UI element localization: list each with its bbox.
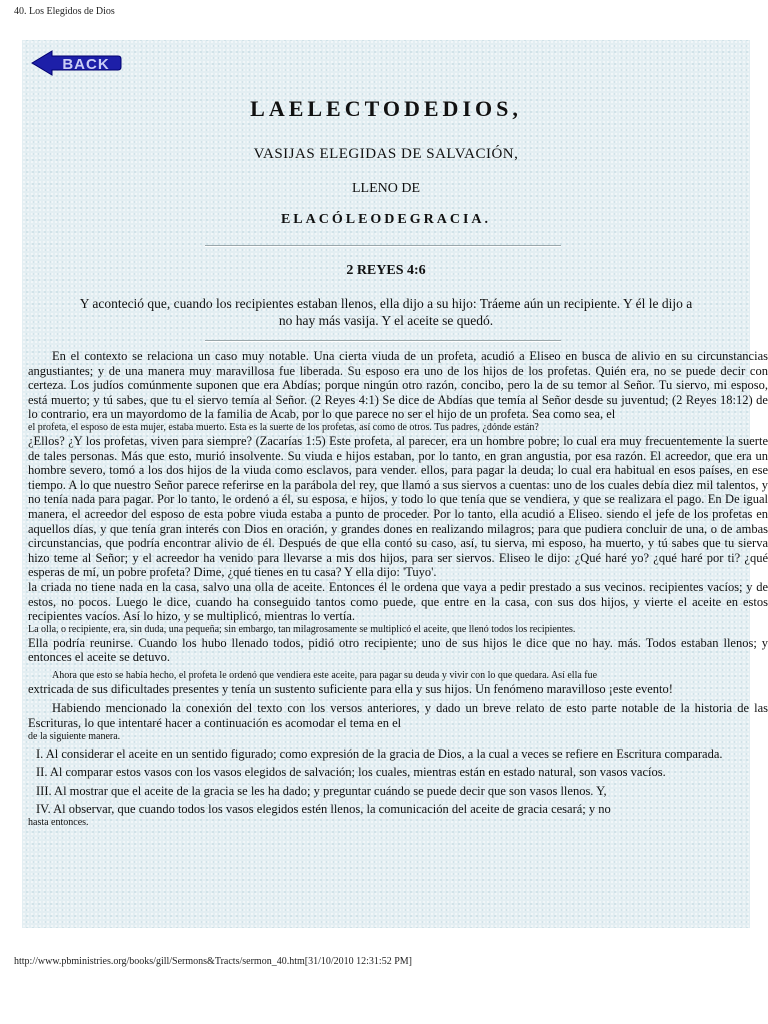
paragraph-outline-intro-end: de la siguiente manera. [28, 730, 121, 742]
scripture-verse [38, 295, 734, 329]
back-arrow-icon [30, 49, 122, 77]
verse-line-2: no hay más vasija. Y el aceite se quedó. [278, 313, 494, 328]
sermon-outline [28, 747, 768, 829]
paragraph-marvel: extricada de sus dificultades presentes y tenía un sustento suficiente para ella y sus hijos. Un fenómeno maravilloso ¡este evento! [28, 681, 673, 696]
paragraph-context: En el contexto se relaciona un caso muy notable. Una cierta viuda de un profeta, acudió a Eliseo en busca de alivio en su circunstancias angustiantes; y de una manera muy maravillosa fue liberada. Su esposo era uno de los hijos de los profetas. Quién era, no se puede decir con certeza. Los judíos comúnmente suponen que era Abdías; porque ningún otro razón, concibo, pero la de su temor al Señor. Tu siervo, mi esposo, está muerto; y tú sabes, que tu el siervo temía al Señor. (2 Reyes 4:1) Se dice de Abdías que temía al Señor desde su juventud; (2 Reyes 18:12) de lo contrario, era un mayordomo de la familia de Acab, por lo que parece no ser el hijo de un profeta. Sea como sea, el [28, 349, 768, 422]
paragraph-sell-oil: Ahora que esto se había hecho, el profeta le ordenó que vendiera este aceite, para pagar su deuda y vivir con lo que quedara. Así ella fue [52, 669, 598, 681]
outline-point-4: IV. Al observar, que cuando todos los vasos elegidos estén llenos, la comunicación del aceite de gracia cesará; y no [36, 802, 611, 817]
paragraph-widow: ¿Ellos? ¿Y los profetas, viven para siempre? (Zacarías 1:5) Este profeta, al parecer, era un hombre pobre; lo cual era muy frecuentemente la suerte de tales personas. Más que esto, murió insolvente. Su viuda e hijos estaban, por lo tanto, en gran angustia, por esa razón. El acreedor, que era un hombre severo, tomó a los dos hijos de la viuda como esclavos, para vender. ellos, para pagar la deuda; lo cual era habitual en esos países, en ese tiempo. A lo que nuestro Señor parece referirse en la parábola del rey, que llamó a sus siervos a cuentas: uno de los cuales debía diez mil talentos, y no tenía nada para pagar. Por lo tanto, le ordenó a él, su esposa, e hijos, y todo lo que tenía que se vendiera, y que se realizara el pago. En De igual manera, el acreedor del esposo de esta pobre viuda estaba a punto de proceder. Por lo tanto, ella acudió a Eliseo. siendo el jefe de los profetas en aquellos días, y que tenía gran interés con Dios en oración, y grandes dones en realizando milagros; para que pudiera concluir de una, o de ambas circunstancias, que podría encontrar alivio de él. Después de que ella contó su caso, así, tu sierva, mi esposo, ha muerto, y tú sabes que tu sierva hizo teme al Señor; y el acreedor ha venido para llevarse a mis dos hijos, para ser siervos. Eliseo le dijo: ¿Qué haré yo? ¿qué haré por ti? ¿qué esperas de mí, un pobre profeta? Dime, ¿qué tienes en tu casa? Y ella dijo: 'Tuyo'. [28, 433, 768, 580]
sermon-body [28, 349, 768, 829]
divider-top [205, 245, 561, 247]
scripture-reference: 2 REYES 4:6 [346, 263, 426, 278]
page-header-title: 40. Los Elegidos de Dios [14, 6, 115, 17]
paragraph-outline-intro: Habiendo mencionado la conexión del texto con los versos anteriores, y dado un breve relato de esto parte notable de la historia de las Escrituras, lo que intentaré hacer a continuación es acomodar el tema en el [28, 701, 768, 731]
divider-bottom [205, 340, 561, 342]
sermon-subtitle: VASIJAS ELEGIDAS DE SALVACIÓN, [253, 146, 519, 162]
back-button[interactable] [30, 49, 122, 77]
paragraph-multiplied: La olla, o recipiente, era, sin duda, una pequeña; sin embargo, tan milagrosamente se multiplicó el aceite, que llenó todos los recipientes. [28, 623, 576, 635]
outline-point-1: I. Al considerar el aceite en un sentido figurado; como expresión de la gracia de Dios, a la cual a veces se refiere en Escritura comparada. [36, 746, 723, 761]
paragraph-oil-jar: la criada no tiene nada en la casa, salvo una olla de aceite. Entonces él le ordena que vaya a pedir prestado a sus vecinos. recipientes vacíos; y de estos, no pocos. Luego le dice, cuando ha conseguido tantos como puede, que entre en la casa, con sus dos hijos, y vierte el aceite en estos recipientes vacíos. Así lo hizo, y se multiplicó, mientras lo vertía. [28, 579, 768, 624]
source-url-footer: http://www.pbministries.org/books/gill/Sermons&Tracts/sermon_40.htm[31/10/2010 12:31:52 PM] [14, 956, 412, 967]
verse-line-1: Y aconteció que, cuando los recipientes estaban llenos, ella dijo a su hijo: Tráeme aún un recipiente. Y él le dijo a [79, 296, 693, 311]
outline-point-2: II. Al comparar estos vasos con los vasos elegidos de salvación; los cuales, mientras están en estado natural, son vasos vacíos. [36, 765, 666, 780]
sermon-title: LAELECTODEDIOS, [250, 96, 522, 121]
paragraph-prophet-dead: el profeta, el esposo de esta mujer, estaba muerto. Esta es la suerte de los profetas, así como de otros. Tus padres, ¿dónde están? [28, 421, 539, 433]
outline-point-3: III. Al mostrar que el aceite de la gracia se les ha dado; y preguntar cuándo se puede decir que son vasos llenos. Y, [36, 783, 607, 798]
back-button-label: BACK [62, 56, 110, 73]
sermon-oleo: ELACÓLEODEGRACIA. [280, 212, 492, 227]
sermon-panel [22, 40, 768, 928]
paragraph-filled: Ella podría reunirse. Cuando los hubo llenado todos, pidió otro recipiente; uno de sus hijos le dice que no hay. más. Todos estaban llenos; y entonces el aceite se detuvo. [28, 635, 768, 665]
sermon-lleno: LLENO DE [351, 181, 421, 196]
outline-point-4-end: hasta entonces. [28, 817, 89, 829]
